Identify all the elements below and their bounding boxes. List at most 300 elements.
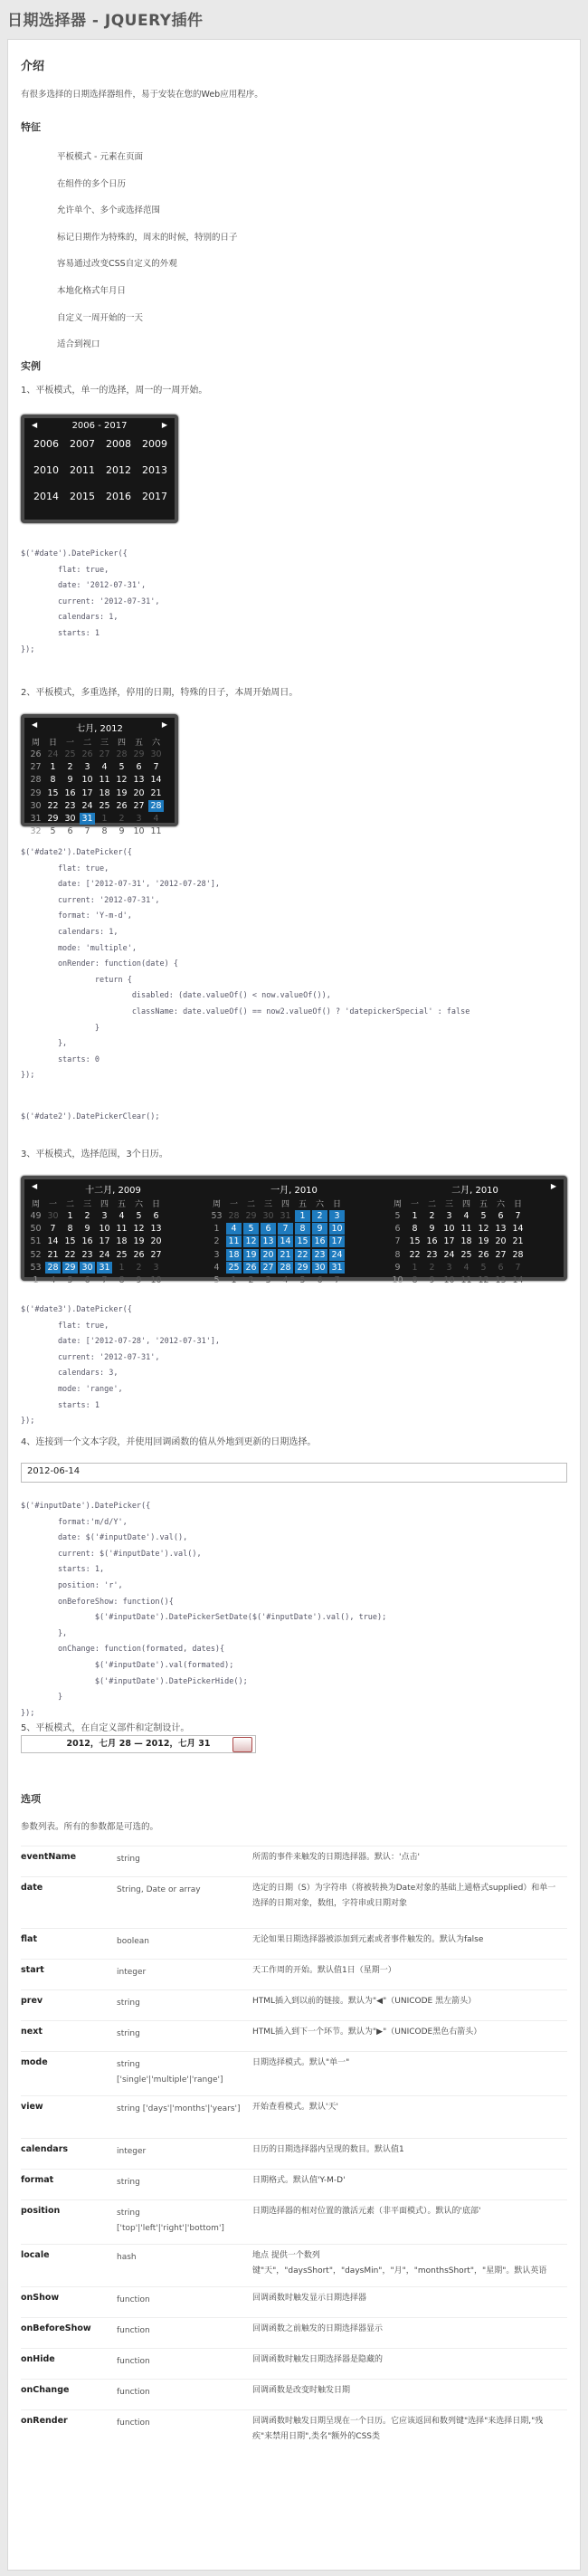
option-type: string: [117, 1999, 140, 2008]
day-cell[interactable]: 13: [495, 1224, 507, 1235]
day-cell[interactable]: 18: [226, 1249, 242, 1261]
week-number: 53: [30, 1262, 42, 1273]
day-cell[interactable]: 14: [512, 1274, 524, 1285]
day-cell[interactable]: 16: [64, 787, 76, 798]
example5-title: 5、平板模式，在自定义部件和定制设计。: [21, 1723, 190, 1733]
day-cell[interactable]: 3: [329, 1210, 345, 1222]
day-cell[interactable]: 24: [81, 800, 93, 811]
option-description: 所需的事件来触发的日期选择器。默认：'点击': [252, 1853, 420, 1862]
intro-heading: 介绍: [21, 60, 45, 73]
day-cell[interactable]: 28: [148, 800, 164, 812]
day-cell[interactable]: 27: [261, 1262, 276, 1274]
week-number: 26: [30, 749, 42, 759]
day-cell[interactable]: 7: [515, 1262, 521, 1273]
day-cell[interactable]: 2: [248, 1274, 254, 1285]
day-cell[interactable]: 27: [150, 1249, 162, 1260]
day-cell[interactable]: 23: [312, 1249, 327, 1261]
day-cell[interactable]: 15: [295, 1236, 310, 1247]
feature-item: 标记日期作为特殊的，周末的时候，特别的日子: [57, 232, 238, 243]
day-cell[interactable]: 6: [136, 762, 142, 773]
calendar-title[interactable]: 二月, 2010: [451, 1186, 498, 1196]
weekday-label: 四: [100, 1200, 109, 1209]
day-cell[interactable]: 28: [228, 1211, 240, 1221]
day-cell[interactable]: 27: [133, 800, 145, 811]
option-row: [21, 2199, 567, 2244]
option-name: start: [21, 1965, 44, 1975]
day-cell[interactable]: 4: [153, 813, 159, 824]
day-cell[interactable]: 1: [67, 1211, 73, 1221]
weekday-label: 四: [461, 1200, 470, 1209]
day-cell[interactable]: 29: [133, 749, 145, 759]
weekday-label: 三: [100, 739, 109, 748]
weekday-label: 一: [65, 739, 74, 748]
day-cell[interactable]: 9: [119, 826, 125, 837]
option-type: function: [117, 2419, 150, 2428]
option-name: next: [21, 2027, 43, 2037]
day-cell[interactable]: 4: [101, 762, 108, 773]
day-cell[interactable]: 11: [116, 1224, 128, 1235]
option-name: format: [21, 2175, 54, 2185]
day-cell[interactable]: 3: [153, 1262, 159, 1273]
page-title: 日期选择器 - JQUERY插件: [7, 12, 204, 30]
day-cell[interactable]: 28: [45, 1262, 61, 1274]
day-cell[interactable]: 14: [278, 1236, 293, 1247]
day-cell[interactable]: 27: [99, 749, 110, 759]
day-cell[interactable]: 21: [512, 1236, 524, 1247]
day-cell[interactable]: 26: [133, 1249, 145, 1260]
day-cell[interactable]: 6: [153, 1211, 159, 1221]
day-cell[interactable]: 29: [47, 813, 59, 824]
week-number: 5: [394, 1211, 401, 1221]
option-row: [21, 2244, 567, 2286]
year-cell[interactable]: 2007: [70, 438, 95, 450]
option-row: [21, 2317, 567, 2348]
day-cell[interactable]: 20: [150, 1236, 162, 1247]
day-cell[interactable]: 6: [498, 1262, 504, 1273]
day-cell[interactable]: 2: [429, 1262, 435, 1273]
day-cell[interactable]: 6: [67, 826, 73, 837]
day-cell[interactable]: 18: [460, 1236, 472, 1247]
year-cell[interactable]: 2006: [33, 438, 59, 450]
calendar-title[interactable]: 2006 - 2017: [71, 421, 128, 431]
option-type: function: [117, 2326, 150, 2335]
calendar-header: [386, 1179, 564, 1196]
day-cell[interactable]: 4: [50, 1274, 56, 1285]
option-name: prev: [21, 1996, 43, 2006]
day-cell[interactable]: 2: [429, 1211, 435, 1221]
day-cell[interactable]: 3: [446, 1211, 452, 1221]
day-cell[interactable]: 11: [460, 1274, 472, 1285]
week-number: 5: [213, 1274, 220, 1285]
day-cell[interactable]: 18: [99, 787, 110, 798]
day-cell[interactable]: 10: [150, 1274, 162, 1285]
day-cell[interactable]: 5: [243, 1223, 259, 1235]
day-cell[interactable]: 15: [64, 1236, 76, 1247]
week-number: 1: [33, 1274, 39, 1285]
day-cell[interactable]: 9: [429, 1274, 435, 1285]
option-name: mode: [21, 2057, 48, 2067]
option-name: position: [21, 2206, 61, 2216]
year-cell[interactable]: 2009: [142, 438, 167, 450]
week-number: 10: [392, 1274, 403, 1285]
day-cell[interactable]: 22: [409, 1249, 421, 1260]
day-cell[interactable]: 10: [443, 1224, 455, 1235]
day-cell[interactable]: 1: [412, 1211, 418, 1221]
day-cell[interactable]: 3: [84, 762, 90, 773]
day-cell[interactable]: 29: [245, 1211, 257, 1221]
weekday-label: 周: [212, 1200, 221, 1209]
day-cell[interactable]: 24: [99, 1249, 110, 1260]
day-cell[interactable]: 5: [136, 1211, 142, 1221]
option-type: string ['top'|'left'|'right'|'bottom']: [117, 2209, 224, 2233]
day-cell[interactable]: 16: [81, 1236, 93, 1247]
day-cell[interactable]: 10: [443, 1274, 455, 1285]
option-type: boolean: [117, 1937, 149, 1946]
option-description: 日期格式。默认值'Y-M-D': [252, 2176, 346, 2185]
day-cell[interactable]: 28: [512, 1249, 524, 1260]
option-row: [21, 2169, 567, 2199]
day-cell[interactable]: 7: [50, 1224, 56, 1235]
week-number: 4: [213, 1262, 220, 1273]
weekday-label: 二: [246, 1200, 255, 1209]
next-arrow-icon[interactable]: ▶: [161, 720, 167, 729]
day-cell[interactable]: 22: [64, 1249, 76, 1260]
option-name: eventName: [21, 1852, 77, 1862]
weekday-label: 日: [151, 1200, 160, 1209]
day-cell[interactable]: 2: [312, 1210, 327, 1222]
day-cell[interactable]: 15: [409, 1236, 421, 1247]
day-cell[interactable]: 17: [329, 1236, 345, 1247]
range-calendar[interactable]: [21, 1176, 567, 1285]
day-cell[interactable]: 4: [463, 1262, 469, 1273]
day-cell[interactable]: 29: [62, 1262, 78, 1274]
day-cell[interactable]: 4: [463, 1211, 469, 1221]
day-cell[interactable]: 22: [47, 800, 59, 811]
day-cell[interactable]: 7: [334, 1274, 340, 1285]
day-cell[interactable]: 24: [443, 1249, 455, 1260]
prev-arrow-icon[interactable]: ◀: [32, 421, 38, 429]
week-number: 32: [30, 826, 42, 837]
year-cell[interactable]: 2008: [106, 438, 131, 450]
day-cell[interactable]: 22: [295, 1249, 310, 1261]
day-cell[interactable]: 7: [153, 762, 159, 773]
day-cell[interactable]: 13: [261, 1236, 276, 1247]
calendar-title[interactable]: 一月, 2010: [270, 1186, 318, 1196]
prev-arrow-icon[interactable]: ◀: [32, 1182, 38, 1190]
option-description: 选定的日期（S）为字符串（将被转换为Date对象的基础上通格式supplied）和单一选择的日期对象，数组，字符串或日期对象: [252, 1884, 556, 1908]
day-cell[interactable]: 12: [133, 1224, 145, 1235]
day-cell[interactable]: 9: [136, 1274, 142, 1285]
week-number: 6: [394, 1224, 401, 1235]
week-number: 28: [30, 775, 42, 786]
day-cell[interactable]: 3: [136, 813, 142, 824]
day-cell[interactable]: 6: [84, 1274, 90, 1285]
day-cell[interactable]: 12: [478, 1224, 489, 1235]
day-cell[interactable]: 25: [226, 1262, 242, 1274]
day-cell[interactable]: 26: [81, 749, 93, 759]
day-cell[interactable]: 6: [498, 1211, 504, 1221]
options-intro: 参数列表。所有的参数都是可选的。: [21, 1822, 159, 1832]
day-cell[interactable]: 27: [495, 1249, 507, 1260]
day-cell[interactable]: 11: [99, 775, 110, 786]
day-cell[interactable]: 12: [243, 1236, 259, 1247]
day-cell[interactable]: 30: [312, 1262, 327, 1274]
calendar-title[interactable]: 十二月, 2009: [85, 1186, 141, 1196]
day-cell[interactable]: 9: [84, 1224, 90, 1235]
year-cell[interactable]: 2012: [106, 464, 131, 476]
feature-item: 自定义一周开始的一天: [57, 312, 144, 323]
day-cell[interactable]: 19: [243, 1249, 259, 1261]
day-cell[interactable]: 10: [329, 1223, 345, 1235]
day-cell[interactable]: 9: [67, 775, 73, 786]
day-cell[interactable]: 23: [64, 800, 76, 811]
day-cell[interactable]: 8: [412, 1224, 418, 1235]
day-cell[interactable]: 13: [495, 1274, 507, 1285]
features-heading: 特征: [21, 121, 41, 133]
option-row: [21, 2095, 567, 2138]
option-type: string: [117, 2178, 140, 2187]
day-cell[interactable]: 10: [99, 1224, 110, 1235]
calendar-title[interactable]: 七月, 2012: [76, 724, 123, 734]
day-cell[interactable]: 9: [312, 1223, 327, 1235]
day-cell[interactable]: 1: [101, 813, 108, 824]
year-cell[interactable]: 2010: [33, 464, 59, 476]
day-cell[interactable]: 8: [67, 1224, 73, 1235]
options-heading: 选项: [21, 1793, 41, 1805]
date-range-widget[interactable]: 2012，七月 28 — 2012，七月 31: [21, 1735, 256, 1753]
week-number: 30: [30, 800, 42, 811]
weekday-label: 一: [410, 1200, 419, 1209]
day-cell[interactable]: 21: [150, 787, 162, 798]
day-cell[interactable]: 1: [119, 1262, 125, 1273]
month-calendar-multiple[interactable]: [21, 714, 178, 837]
week-number: 9: [394, 1262, 401, 1273]
intro-text: 有很多选择的日期选择器组件，易于安装在您的Web应用程序。: [21, 90, 263, 100]
day-cell[interactable]: 20: [133, 787, 145, 798]
day-cell[interactable]: 11: [150, 826, 162, 837]
day-cell[interactable]: 4: [119, 1211, 125, 1221]
year-cell[interactable]: 2016: [106, 491, 131, 502]
day-cell[interactable]: 21: [47, 1249, 59, 1260]
day-cell[interactable]: 19: [133, 1236, 145, 1247]
day-cell[interactable]: 20: [261, 1249, 276, 1261]
feature-item: 本地化格式年月日: [57, 286, 127, 296]
year-cell[interactable]: 2014: [33, 491, 59, 502]
day-cell[interactable]: 8: [295, 1223, 310, 1235]
feature-item: 平板模式 - 元素在页面: [57, 152, 143, 162]
day-cell[interactable]: 30: [262, 1211, 274, 1221]
day-cell[interactable]: 8: [412, 1274, 418, 1285]
day-cell[interactable]: 6: [317, 1274, 323, 1285]
option-row: [21, 2348, 567, 2379]
option-name: onBeforeShow: [21, 2323, 91, 2333]
day-cell[interactable]: 1: [412, 1262, 418, 1273]
option-description: HTML插入到下一个环节。默认为"▶"（UNICODE黑色右箭头）: [252, 2027, 482, 2037]
day-cell[interactable]: 5: [299, 1274, 306, 1285]
day-cell[interactable]: 14: [47, 1236, 59, 1247]
weekday-label: 日: [332, 1200, 341, 1209]
weekday-label: 六: [496, 1200, 505, 1209]
weekday-label: 二: [82, 739, 91, 748]
day-cell[interactable]: 31: [329, 1262, 345, 1274]
year-cell[interactable]: 2013: [142, 464, 167, 476]
day-cell[interactable]: 12: [478, 1274, 489, 1285]
year-cell[interactable]: 2017: [142, 491, 167, 502]
option-type: string ['single'|'multiple'|'range']: [117, 2060, 223, 2085]
day-cell[interactable]: 30: [47, 1211, 59, 1221]
day-cell[interactable]: 7: [278, 1223, 293, 1235]
day-cell[interactable]: 13: [133, 775, 145, 786]
day-cell[interactable]: 31: [80, 813, 95, 825]
prev-arrow-icon[interactable]: ◀: [32, 720, 38, 729]
day-cell[interactable]: 28: [278, 1262, 293, 1274]
day-cell[interactable]: 9: [429, 1224, 435, 1235]
option-row: [21, 2379, 567, 2409]
day-cell[interactable]: 4: [282, 1274, 289, 1285]
day-cell[interactable]: 26: [478, 1249, 489, 1260]
option-description: 回调函数之前触发的日期选择器显示: [252, 2324, 384, 2333]
example4-title: 4、连接到一个文本字段，并使用回调函数的值从外地到更新的日期选择。: [21, 1437, 317, 1447]
next-arrow-icon[interactable]: ▶: [550, 1182, 556, 1190]
option-type: string: [117, 2029, 140, 2038]
day-cell[interactable]: 30: [64, 813, 76, 824]
day-cell[interactable]: 20: [495, 1236, 507, 1247]
week-number: 52: [30, 1249, 42, 1260]
feature-item: 容易通过改变CSS自定义的外观: [57, 259, 177, 270]
input-date-field[interactable]: 2012-06-14: [21, 1463, 567, 1483]
day-cell[interactable]: 8: [101, 826, 108, 837]
day-cell[interactable]: 10: [133, 826, 145, 837]
weekday-label: 五: [134, 739, 143, 748]
day-cell[interactable]: 2: [119, 813, 125, 824]
option-description: 回调函数时触发日期呈现在一个日历。它应该返回和数列键"选择"来选择日期,"残疾"来禁用日期",类名"额外的CSS类: [252, 2417, 544, 2441]
day-cell[interactable]: 16: [426, 1236, 438, 1247]
day-cell[interactable]: 6: [261, 1223, 276, 1235]
day-cell[interactable]: 7: [515, 1211, 521, 1221]
day-cell[interactable]: 16: [312, 1236, 327, 1247]
option-name: date: [21, 1883, 43, 1893]
day-cell[interactable]: 17: [99, 1236, 110, 1247]
day-cell[interactable]: 4: [226, 1223, 242, 1235]
year-cell[interactable]: 2011: [70, 464, 95, 476]
option-description: 开始查看模式。默认'天': [252, 2103, 338, 2112]
option-row: [21, 1959, 567, 1989]
day-cell[interactable]: 5: [67, 1274, 73, 1285]
weekday-label: 三: [444, 1200, 453, 1209]
day-cell[interactable]: 23: [81, 1249, 93, 1260]
weekday-label: 周: [393, 1200, 402, 1209]
day-cell[interactable]: 19: [116, 787, 128, 798]
day-cell[interactable]: 12: [116, 775, 128, 786]
day-cell[interactable]: 8: [119, 1274, 125, 1285]
option-row: [21, 1846, 567, 1876]
example3-title: 3、平板模式，选择范围，3个日历。: [21, 1150, 168, 1159]
day-cell[interactable]: 25: [64, 749, 76, 759]
feature-item: 在组件的多个日历: [57, 178, 127, 189]
calendar-icon[interactable]: [232, 1737, 252, 1752]
day-cell[interactable]: 30: [80, 1262, 95, 1274]
day-cell[interactable]: 17: [443, 1236, 455, 1247]
option-name: calendars: [21, 2144, 69, 2154]
day-cell[interactable]: 1: [50, 762, 56, 773]
day-cell[interactable]: 28: [116, 749, 128, 759]
weekday-label: 五: [298, 1200, 307, 1209]
day-cell[interactable]: 29: [295, 1262, 310, 1274]
day-cell[interactable]: 3: [446, 1262, 452, 1273]
day-cell[interactable]: 24: [47, 749, 59, 759]
day-cell[interactable]: 25: [116, 1249, 128, 1260]
option-row: [21, 1876, 567, 1928]
day-cell[interactable]: 1: [295, 1210, 310, 1222]
next-arrow-icon[interactable]: ▶: [161, 421, 167, 429]
day-cell[interactable]: 11: [460, 1224, 472, 1235]
day-cell[interactable]: 3: [101, 1211, 108, 1221]
day-cell[interactable]: 19: [478, 1236, 489, 1247]
day-cell[interactable]: 3: [265, 1274, 271, 1285]
example1-title: 1、平板模式，单一的选择，周一的一周开始。: [21, 386, 208, 396]
day-cell[interactable]: 7: [101, 1274, 108, 1285]
weekday-label: 周: [31, 1200, 40, 1209]
weekday-label: 五: [117, 1200, 126, 1209]
option-row: [21, 2051, 567, 2095]
day-cell[interactable]: 31: [280, 1211, 291, 1221]
day-cell[interactable]: 24: [329, 1249, 345, 1261]
examples-heading: 实例: [21, 360, 41, 372]
day-cell[interactable]: 2: [67, 762, 73, 773]
day-cell[interactable]: 14: [150, 775, 162, 786]
option-name: onHide: [21, 2354, 55, 2364]
day-cell[interactable]: 26: [243, 1262, 259, 1274]
day-cell[interactable]: 11: [226, 1236, 242, 1247]
year-calendar[interactable]: [21, 415, 178, 523]
day-cell[interactable]: 5: [480, 1262, 487, 1273]
day-cell[interactable]: 17: [81, 787, 93, 798]
day-cell[interactable]: 13: [150, 1224, 162, 1235]
option-name: onChange: [21, 2385, 70, 2395]
option-name: onRender: [21, 2416, 68, 2426]
option-type: function: [117, 2295, 150, 2304]
day-cell[interactable]: 15: [47, 787, 59, 798]
feature-item: 允许单个、多个或选择范围: [57, 205, 161, 216]
day-cell[interactable]: 25: [460, 1249, 472, 1260]
day-cell[interactable]: 8: [50, 775, 56, 786]
weekday-label: 日: [48, 739, 57, 748]
option-description: 日期选择器的相对位置的激活元素（非平面模式）。默认的'底部': [252, 2207, 481, 2216]
day-cell[interactable]: 18: [116, 1236, 128, 1247]
option-type: function: [117, 2357, 150, 2366]
day-cell[interactable]: 10: [81, 775, 93, 786]
day-cell[interactable]: 31: [97, 1262, 112, 1274]
day-cell[interactable]: 1: [231, 1274, 237, 1285]
day-cell[interactable]: 30: [150, 749, 162, 759]
day-cell[interactable]: 7: [84, 826, 90, 837]
option-type: string: [117, 1855, 140, 1864]
year-cell[interactable]: 2015: [70, 491, 95, 502]
day-cell[interactable]: 2: [136, 1262, 142, 1273]
day-cell[interactable]: 5: [50, 826, 56, 837]
option-type: integer: [117, 2147, 147, 2156]
day-cell[interactable]: 26: [116, 800, 128, 811]
day-cell[interactable]: 2: [84, 1211, 90, 1221]
day-cell[interactable]: 21: [278, 1249, 293, 1261]
day-cell[interactable]: 14: [512, 1224, 524, 1235]
day-cell[interactable]: 23: [426, 1249, 438, 1260]
day-cell[interactable]: 5: [480, 1211, 487, 1221]
option-row: [21, 2138, 567, 2169]
day-cell[interactable]: 25: [99, 800, 110, 811]
weekday-label: 日: [513, 1200, 522, 1209]
day-cell[interactable]: 5: [119, 762, 125, 773]
